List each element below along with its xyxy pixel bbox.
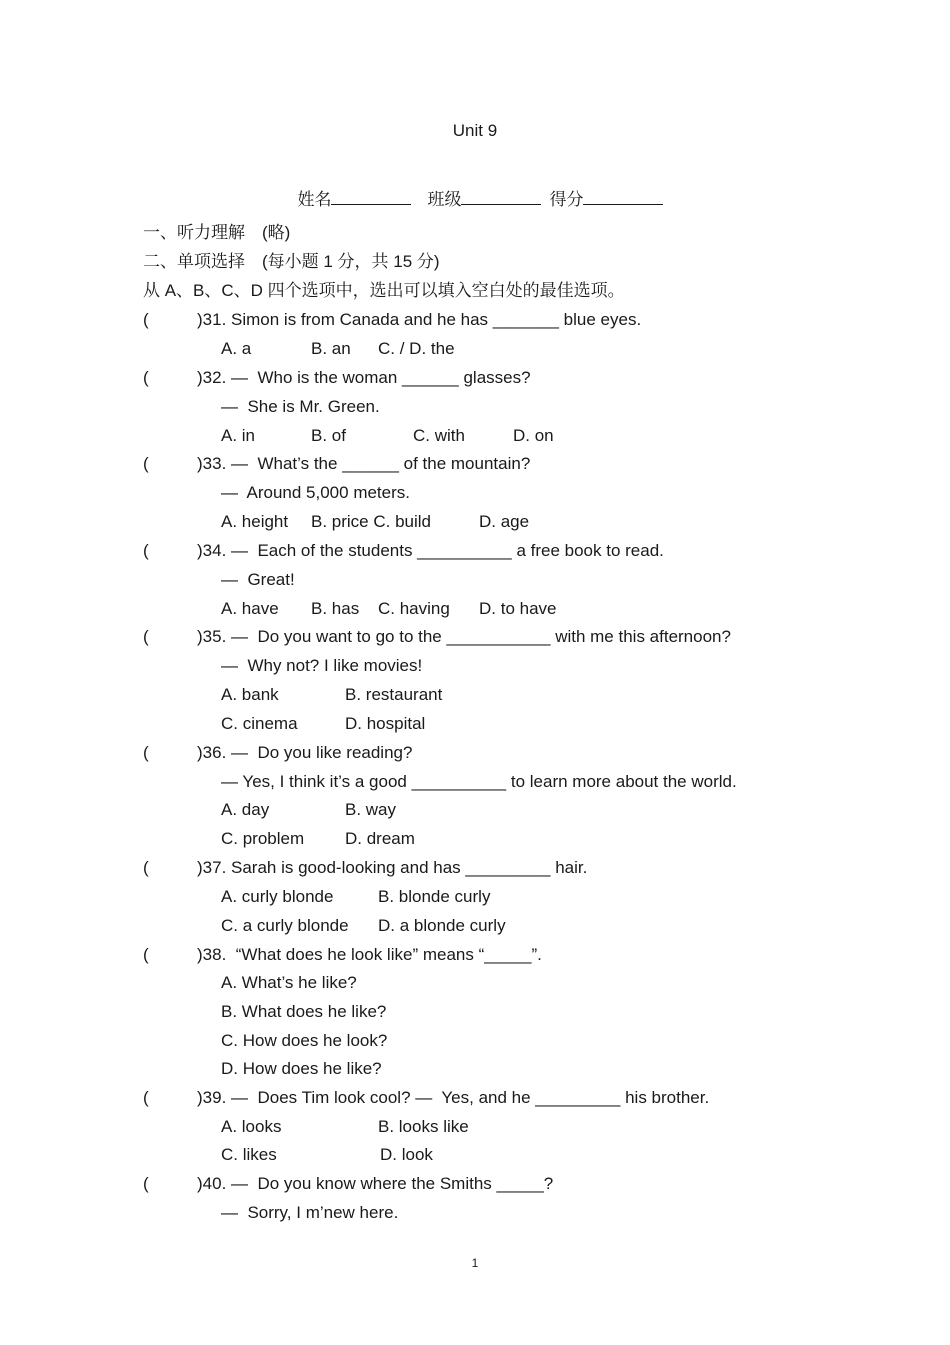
page-title: Unit 9 — [452, 121, 498, 140]
question-stem: )36. — Do you like reading? — [197, 743, 413, 762]
page-number: 1 — [471, 1256, 479, 1270]
answer-paren[interactable]: ( — [143, 541, 149, 560]
option: A. curly blonde — [221, 887, 334, 906]
option: C. / D. the — [378, 339, 455, 358]
answer-paren[interactable]: ( — [143, 368, 149, 387]
option: D. a blonde curly — [378, 916, 506, 935]
question-reply: — She is Mr. Green. — [221, 397, 380, 416]
option: C. with — [413, 426, 465, 445]
option: C. a curly blonde — [221, 916, 349, 935]
option: D. How does he like? — [221, 1059, 382, 1078]
question-stem: )34. — Each of the students __________ a free book to read. — [197, 541, 664, 560]
question-stem: )32. — Who is the woman ______ glasses? — [197, 368, 531, 387]
answer-paren[interactable]: ( — [143, 743, 149, 762]
question-stem: )38. “What does he look like” means “_____”. — [197, 945, 542, 964]
option: D. look — [380, 1145, 433, 1164]
answer-paren[interactable]: ( — [143, 1174, 149, 1193]
class-label: 班级 — [427, 190, 462, 209]
option: D. on — [513, 426, 554, 445]
option: D. hospital — [345, 714, 426, 733]
option: A. looks — [221, 1117, 282, 1136]
score-label: 得分 — [549, 190, 584, 209]
student-info-row — [288, 169, 663, 210]
answer-paren[interactable]: ( — [143, 858, 149, 877]
question-stem: )35. — Do you want to go to the ___________ with me this afternoon? — [197, 627, 731, 646]
question-reply: — Sorry, I m’new here. — [221, 1203, 399, 1222]
option: A. height — [221, 512, 289, 531]
section-listening: 一、听力理解 (略) — [143, 223, 291, 242]
answer-paren[interactable]: ( — [143, 310, 149, 329]
answer-paren[interactable]: ( — [143, 627, 149, 646]
option: A. day — [221, 800, 270, 819]
option: D. to have — [479, 599, 557, 618]
option: B. way — [345, 800, 397, 819]
class-blank[interactable] — [461, 189, 541, 205]
section-instruction: 从 A、B、C、D 四个选项中，选出可以填入空白处的最佳选项。 — [143, 281, 625, 300]
question-stem: )33. — What’s the ______ of the mountain? — [197, 454, 531, 473]
option: D. dream — [345, 829, 415, 848]
option: A. have — [221, 599, 279, 618]
option: B. restaurant — [345, 685, 443, 704]
option: B. of — [311, 426, 346, 445]
question-reply: — Why not? I like movies! — [221, 656, 423, 675]
option: C. problem — [221, 829, 305, 848]
option: A. bank — [221, 685, 279, 704]
option: A. a — [221, 339, 252, 358]
answer-paren[interactable]: ( — [143, 945, 149, 964]
option: C. cinema — [221, 714, 298, 733]
question-stem: )39. — Does Tim look cool? — Yes, and he _________ his brother. — [197, 1088, 710, 1107]
option: A. What’s he like? — [221, 973, 357, 992]
question-stem: )31. Simon is from Canada and he has _______ blue eyes. — [197, 310, 642, 329]
option: B. has — [311, 599, 360, 618]
option: B. an — [311, 339, 351, 358]
answer-paren[interactable]: ( — [143, 1088, 149, 1107]
name-blank[interactable] — [331, 189, 411, 205]
option: B. price C. build — [311, 512, 431, 531]
question-stem: )37. Sarah is good-looking and has _________ hair. — [197, 858, 588, 877]
question-stem: )40. — Do you know where the Smiths _____? — [197, 1174, 554, 1193]
option: C. having — [378, 599, 450, 618]
question-reply: — Yes, I think it’s a good __________ to learn more about the world. — [221, 772, 737, 791]
option: C. likes — [221, 1145, 277, 1164]
option: B. blonde curly — [378, 887, 491, 906]
option: B. looks like — [378, 1117, 469, 1136]
score-blank[interactable] — [583, 189, 663, 205]
option: A. in — [221, 426, 256, 445]
name-label: 姓名 — [297, 190, 332, 209]
option: C. How does he look? — [221, 1031, 388, 1050]
question-reply: — Great! — [221, 570, 295, 589]
answer-paren[interactable]: ( — [143, 454, 149, 473]
option: D. age — [479, 512, 530, 531]
question-reply: — Around 5,000 meters. — [221, 483, 410, 502]
option: B. What does he like? — [221, 1002, 387, 1021]
section-single-choice: 二、单项选择 (每小题 1 分，共 15 分) — [143, 252, 440, 271]
